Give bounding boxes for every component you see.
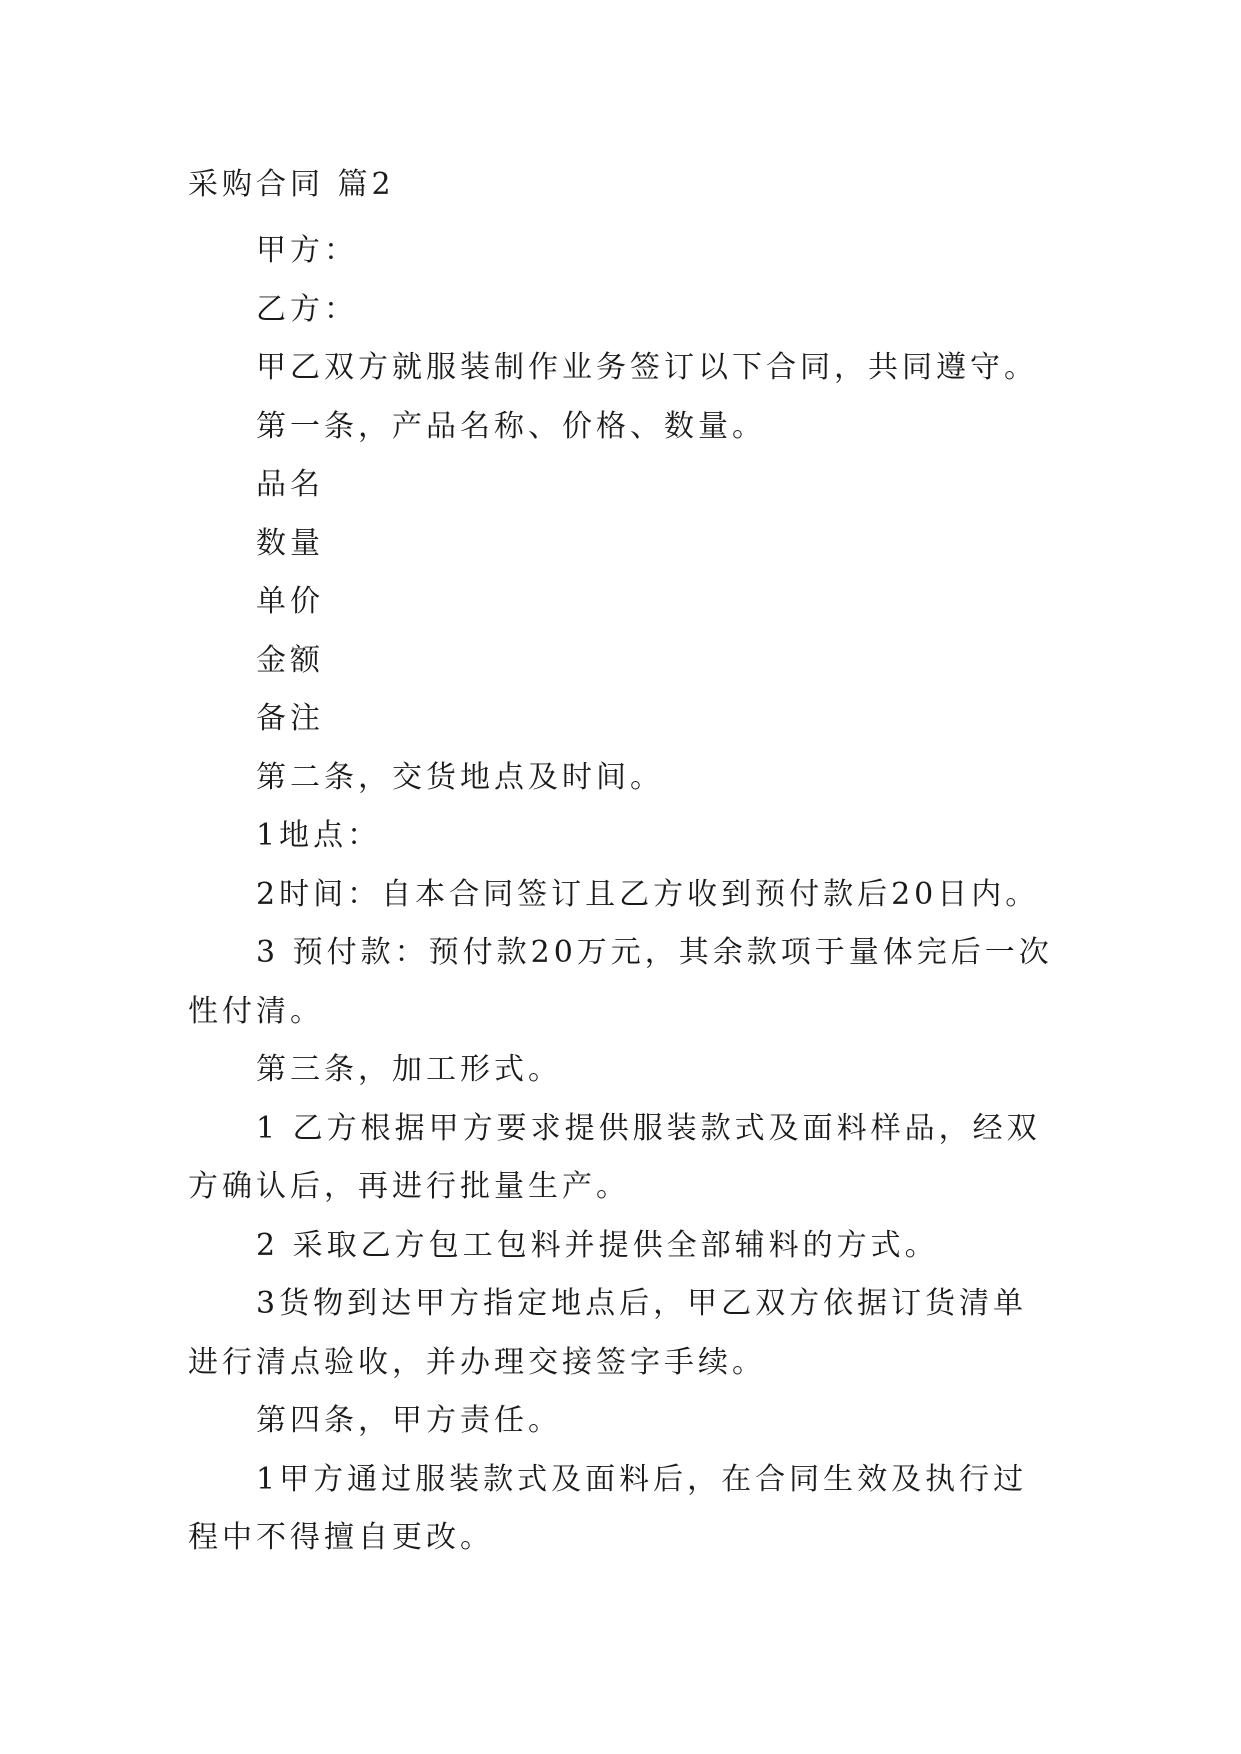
- field-quantity: 数量: [256, 525, 324, 561]
- article-2-heading: 第二条，交货地点及时间。: [256, 759, 664, 795]
- article-1-heading: 第一条，产品名称、价格、数量。: [256, 408, 766, 444]
- article-3-heading: 第三条，加工形式。: [256, 1052, 562, 1087]
- article-2-item-3: 3 预付款：预付款20万元，其余款项于量体完后一次性付清。: [188, 935, 1053, 1029]
- field-product-name: 品名: [256, 467, 324, 502]
- article-2-item-1: 1地点：: [256, 818, 382, 853]
- article-3-item-3: 3货物到达甲方指定地点后，甲乙双方依据订货清单进行清点验收，并办理交接签字手续。: [188, 1286, 1028, 1380]
- paragraph-party-b: 乙方：: [256, 291, 358, 327]
- article-4-item-1: 1甲方通过服装款式及面料后，在合同生效及执行过程中不得擅自更改。: [188, 1461, 1028, 1555]
- article-4-heading: 第四条，甲方责任。: [256, 1403, 562, 1438]
- field-unit-price: 单价: [256, 584, 324, 619]
- article-3-item-1: 1 乙方根据甲方要求提供服装款式及面料样品，经双方确认后，再进行批量生产。: [188, 1110, 1041, 1204]
- paragraph-party-a: 甲方：: [256, 233, 358, 268]
- field-remarks: 备注: [256, 701, 324, 736]
- field-amount: 金额: [256, 642, 324, 678]
- document-title: 采购合同 篇2: [188, 167, 395, 202]
- paragraph-intro: 甲乙双方就服装制作业务签订以下合同，共同遵守。: [256, 350, 1038, 385]
- article-3-item-2: 2 采取乙方包工包料并提供全部辅料的方式。: [256, 1227, 939, 1263]
- document-body: [188, 222, 1058, 1568]
- article-2-item-2: 2时间：自本合同签订且乙方收到预付款后20日内。: [256, 876, 1040, 912]
